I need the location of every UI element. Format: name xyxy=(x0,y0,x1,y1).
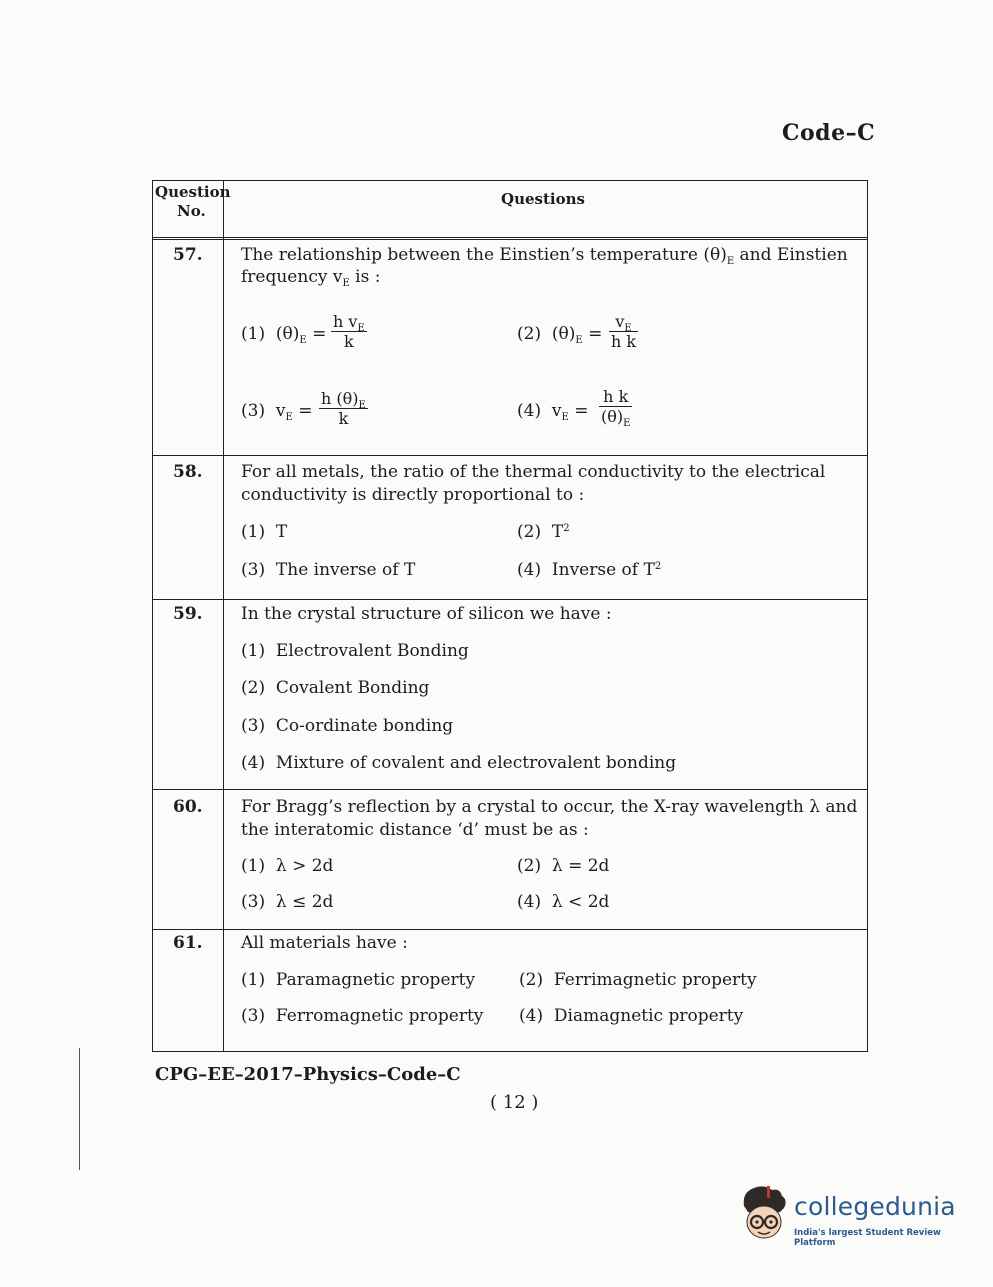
page-number: ( 12 ) xyxy=(490,1092,539,1113)
row-divider xyxy=(153,239,867,240)
option-3: (3) λ ≤ 2d xyxy=(241,892,334,912)
row-divider xyxy=(153,455,867,456)
question-number: 57. xyxy=(173,245,203,265)
option-3: (3) Co-ordinate bonding xyxy=(241,716,454,736)
header-question-no xyxy=(155,183,231,221)
option-4: (4) Mixture of covalent and electrovalent bonding xyxy=(241,753,677,773)
question-number: 60. xyxy=(173,797,203,817)
question-text: The relationship between the Einstien’s temperature $(\theta)_E$ and Einstien xyxy=(241,245,848,267)
option-expression: (2) $(\theta)_E$ = xyxy=(517,324,603,346)
option-1: (1) Electrovalent Bonding xyxy=(241,641,469,661)
question-text: For Bragg’s reflection by a crystal to occur, the X-ray wavelength λ and xyxy=(241,797,858,817)
option-fraction: $\frac{\text{h k}}{(\theta)_E}$ xyxy=(601,387,631,429)
option-2: (2) $T^2$ xyxy=(517,522,570,542)
question-text: For all metals, the ratio of the thermal conductivity to the electrical xyxy=(241,462,826,482)
option-fraction: $\frac{v_E}{\text{h k}}$ xyxy=(611,312,637,351)
header-question-label: Question xyxy=(155,183,231,201)
option-4: (4) Diamagnetic property xyxy=(519,1006,744,1026)
row-divider xyxy=(153,599,867,600)
option-fraction: $\frac{h (\theta)_E}{k}$ xyxy=(321,389,366,428)
header-no-label: No. xyxy=(177,202,206,220)
option-2: (2) λ = 2d xyxy=(517,856,610,876)
option-4: (4) λ < 2d xyxy=(517,892,610,912)
question-number: 58. xyxy=(173,462,203,482)
row-divider xyxy=(153,929,867,930)
margin-mark xyxy=(79,1048,80,1170)
row-divider xyxy=(153,237,867,238)
row-divider xyxy=(153,789,867,790)
option-fraction: $\frac{h v_E}{k}$ xyxy=(333,312,365,351)
option-4: (4) Inverse of $T^2$ xyxy=(517,560,662,580)
question-text: conductivity is directly proportional to : xyxy=(241,485,585,505)
option-expression: (4) $v_E$ = xyxy=(517,401,589,423)
option-expression: (3) $v_E$ = xyxy=(241,401,313,423)
option-1: (1) λ > 2d xyxy=(241,856,334,876)
logo-wordmark: collegedunia xyxy=(794,1192,956,1221)
option-1: (1) T xyxy=(241,522,288,542)
question-text: frequency $v_E$ is : xyxy=(241,267,381,289)
option-3: (3) The inverse of T xyxy=(241,560,416,580)
option-expression: (1) $(\theta)_E$ = xyxy=(241,324,327,346)
column-divider xyxy=(223,181,224,1051)
question-text: In the crystal structure of silicon we have : xyxy=(241,604,612,624)
option-2: (2) Covalent Bonding xyxy=(241,678,430,698)
question-number: 59. xyxy=(173,604,203,624)
logo-tagline: India's largest Student Review Platform xyxy=(794,1228,941,1248)
question-table xyxy=(152,180,868,1052)
collegedunia-logo xyxy=(734,1182,974,1252)
question-text: All materials have : xyxy=(241,933,408,953)
option-2: (2) Ferrimagnetic property xyxy=(519,970,757,990)
question-text: the interatomic distance ‘d’ must be as : xyxy=(241,820,589,840)
mascot-icon xyxy=(734,1182,792,1248)
question-number: 61. xyxy=(173,933,203,953)
footer-paper-code: CPG–EE–2017–Physics–Code–C xyxy=(155,1064,461,1085)
option-3: (3) Ferromagnetic property xyxy=(241,1006,484,1026)
option-1: (1) Paramagnetic property xyxy=(241,970,476,990)
header-questions: Questions xyxy=(501,190,585,208)
paper-code: Code–C xyxy=(782,120,876,146)
